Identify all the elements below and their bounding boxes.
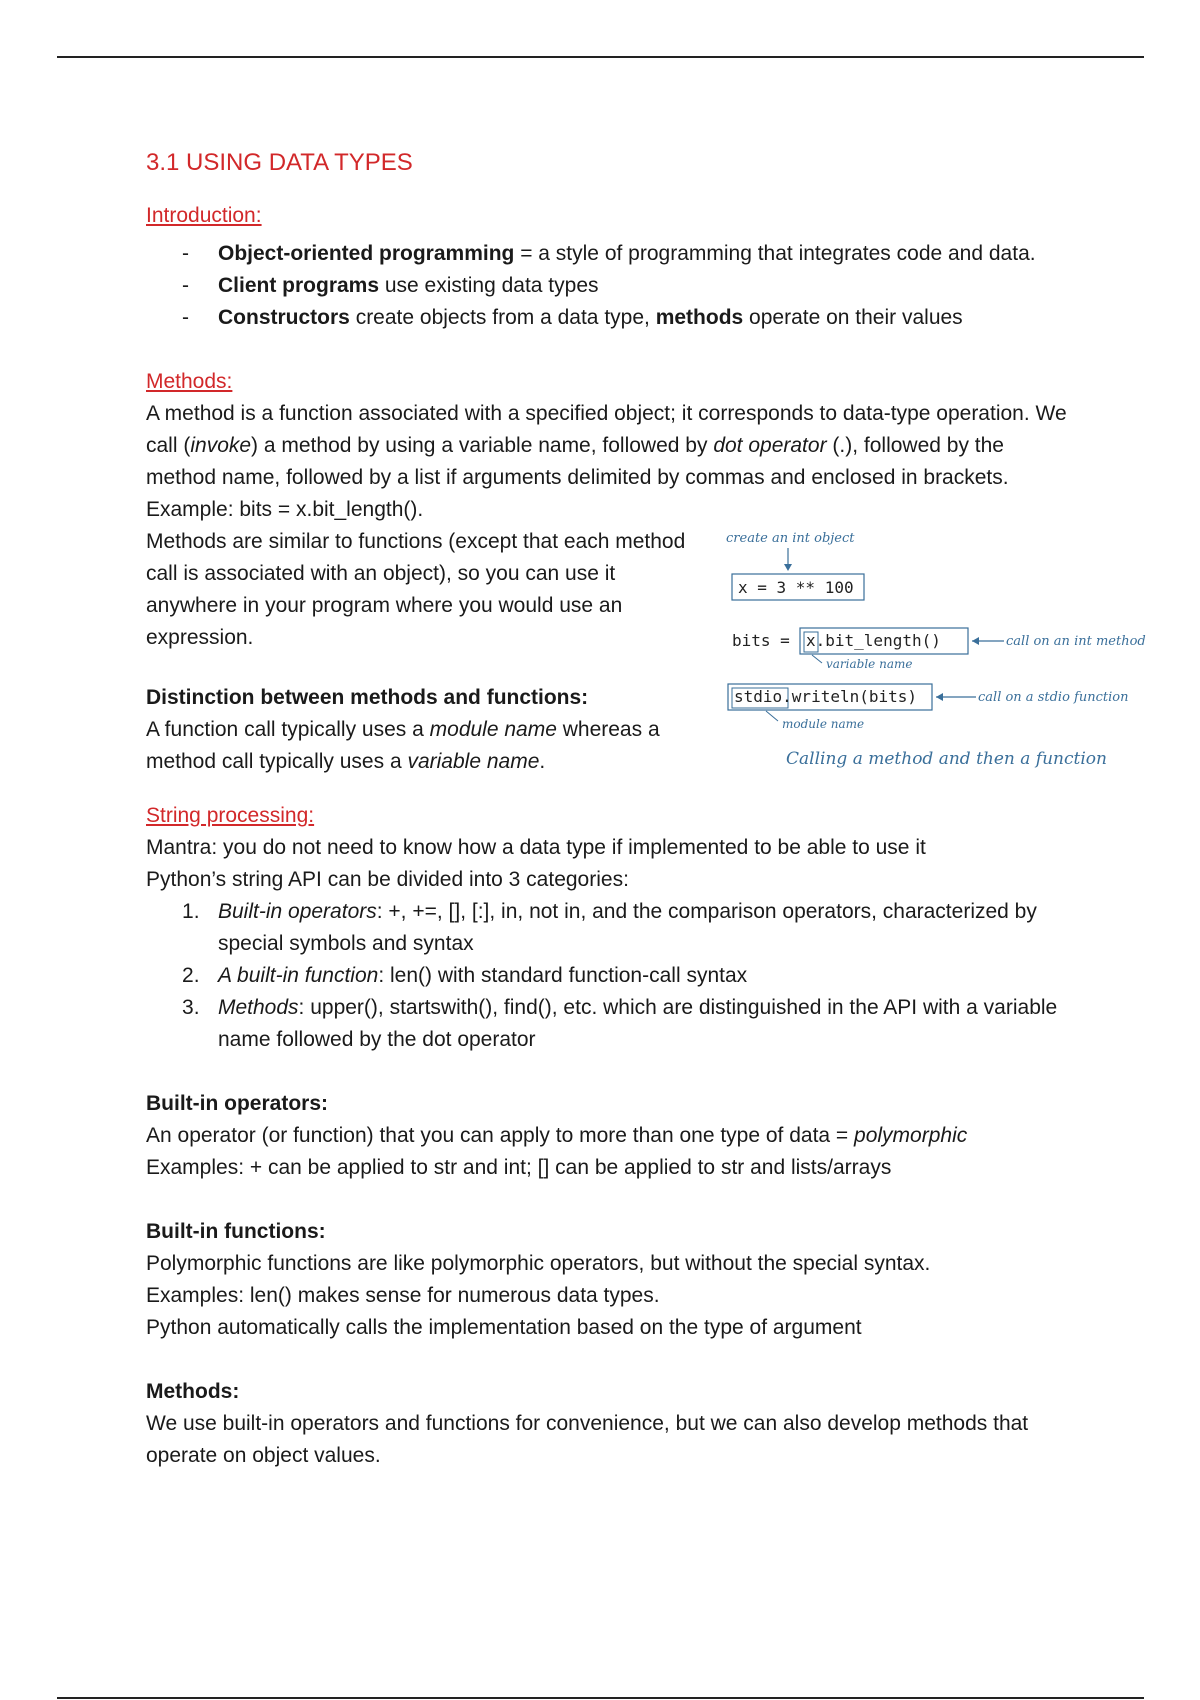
method-arrow-head — [972, 637, 979, 645]
function-call-code: stdio.writeln(bits) — [734, 687, 918, 706]
page-title: 3.1 USING DATA TYPES — [146, 149, 413, 176]
varname-pointer — [812, 655, 822, 663]
mantra-line: Mantra: you do not need to know how a data type if implemented to be able to use it — [146, 836, 926, 859]
list-item: - Client programs use existing data types — [218, 270, 1076, 302]
methods-two-column — [146, 526, 1146, 778]
distinction-paragraph: A function call typically uses a module name whereas a method call typically uses a variable name. — [146, 718, 660, 773]
api-categories-list — [146, 896, 1076, 1056]
builtin-functions-line-2: Examples: len() makes sense for numerous data types. — [146, 1284, 660, 1307]
builtin-functions-line-3: Python automatically calls the implementation based on the type of argument — [146, 1316, 862, 1339]
builtin-operators-line-1: An operator (or function) that you can apply to more than one type of data = polymorphic — [146, 1124, 968, 1147]
bits-assign-code: bits = — [732, 631, 790, 650]
list-item: Built-in operators: +, +=, [], [:], in, not in, and the comparison operators, characterized by special symbols and syntax — [218, 900, 1037, 955]
methods-paragraph: A method is a function associated with a specified object; it corresponds to data-type operation. We call (invoke) a method by using a variable name, followed by dot operator (.), followed by the method name, followed by a list if arguments delimited by commas and enclosed in brackets. Example: bits = x.bit_length(). — [146, 402, 1067, 521]
list-item: Methods: upper(), startswith(), find(), etc. which are distinguished in the API with a variable name followed by the dot operator — [218, 996, 1058, 1051]
distinction-heading: Distinction between methods and functions: — [146, 686, 589, 709]
top-rule — [57, 56, 1144, 58]
intro-heading: Introduction: — [146, 204, 262, 227]
method-call-figure — [726, 524, 1146, 774]
intro-list — [146, 238, 1076, 334]
variable-name-note: variable name — [826, 657, 913, 671]
methods-similarity-paragraph: Methods are similar to functions (except that each method call is associated with an object), so you can use it anywhere in your program where you would use an expression. — [146, 530, 686, 649]
method-call-note: call on an int method — [1006, 634, 1146, 649]
figure-caption: Calling a method and then a function — [786, 749, 1107, 769]
api-categories-line: Python’s string API can be divided into 3 categories: — [146, 868, 629, 891]
assignment-code: x = 3 ** 100 — [738, 578, 854, 597]
function-arrow-head — [936, 693, 943, 701]
list-item: A built-in function: len() with standard function-call syntax — [218, 964, 748, 987]
methods-end-paragraph: We use built-in operators and functions for convenience, but we can also develop methods that operate on object values. — [146, 1412, 1029, 1467]
document-body — [146, 140, 1146, 1472]
builtin-functions-line-1: Polymorphic functions are like polymorphic operators, but without the special syntax. — [146, 1252, 931, 1275]
builtin-operators-line-2: Examples: + can be applied to str and int; [] can be applied to str and lists/arrays — [146, 1156, 892, 1179]
builtin-functions-heading: Built-in functions: — [146, 1220, 326, 1243]
function-call-note: call on a stdio function — [978, 690, 1129, 705]
arrow-head — [784, 564, 792, 571]
method-call-code: x.bit_length() — [806, 631, 941, 650]
module-name-note: module name — [782, 717, 865, 731]
create-object-note: create an int object — [726, 531, 855, 546]
builtin-operators-heading: Built-in operators: — [146, 1092, 328, 1115]
list-item: - Object-oriented programming = a style of programming that integrates code and data. — [218, 238, 1076, 270]
module-pointer — [766, 711, 778, 721]
string-processing-heading: String processing: — [146, 804, 315, 827]
list-item: - Constructors create objects from a data type, methods operate on their values — [218, 302, 1076, 334]
methods-heading: Methods: — [146, 370, 233, 393]
methods-end-heading: Methods: — [146, 1380, 240, 1403]
bottom-rule — [57, 1697, 1144, 1699]
